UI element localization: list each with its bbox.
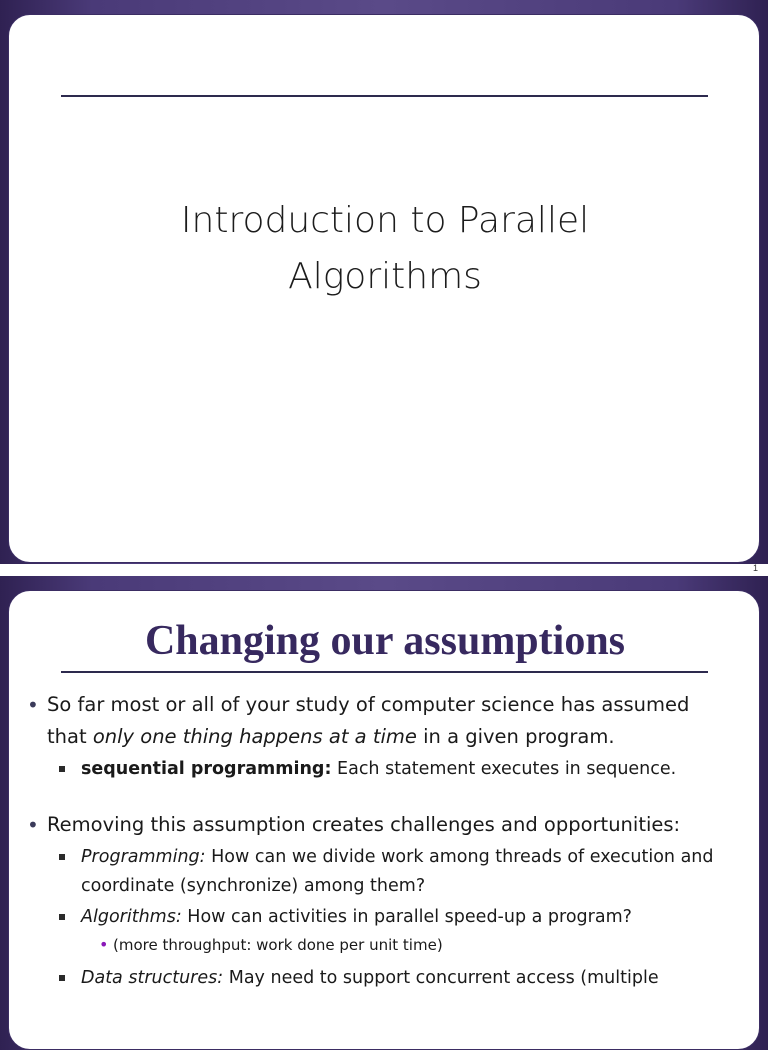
sub-sub-bullet-throughput [99,932,733,958]
bullet-2 [27,809,737,841]
bullet-2-line-1: Removing this assumption creates challenges and opportunities: [47,813,681,836]
slide-title [9,193,760,305]
content-slide [8,590,760,1050]
sub-bullet-term: sequential programming: [81,759,332,779]
slide-heading: Changing our assumptions [144,618,626,664]
sub-bullet-term: Algorithms: [81,907,182,927]
sub-bullet-data-structures [81,964,741,993]
bullet-1 [27,689,737,753]
sub-bullet-text: How can we divide work among threads of execution and coordinate (synchronize) among them? [81,847,714,896]
bullet-1-line-1: So far most or all of your study of computer science has assumed [47,693,690,716]
heading-rule [61,671,708,673]
sub-bullet-sequential [81,755,741,784]
purple-bullet-icon: • [99,935,109,954]
square-bullet-icon [59,854,65,860]
bullet-dot-icon: • [27,813,39,837]
sub-bullet-programming [81,843,741,901]
slide-title-line-2: Algorithms [288,256,482,297]
bullet-1-emphasis: only one thing happens at a time [92,725,417,748]
square-bullet-icon [59,914,65,920]
square-bullet-icon [59,975,65,981]
title-rule [61,95,708,97]
slide-title-line-1: Introduction to Parallel [180,200,590,241]
sub-bullet-term: Programming: [81,847,206,867]
slide-separator [0,564,768,576]
sub-bullet-text: Each statement executes in sequence. [331,759,677,779]
title-slide [8,14,760,563]
bullet-1-line-2-suffix: in a given program. [416,725,615,748]
slide-content [9,689,760,993]
bullet-1-line-2-prefix: that [47,725,93,748]
sub-bullet-text: How can activities in parallel speed-up a program? [181,907,632,927]
square-bullet-icon [59,766,65,772]
sub-bullet-text: May need to support concurrent access (multiple [223,968,659,988]
sub-bullet-term: Data structures: [81,968,224,988]
sub-bullet-algorithms [81,903,741,932]
page-number: 1 [753,563,759,573]
bullet-dot-icon: • [27,693,39,717]
sub-sub-bullet-text: (more throughput: work done per unit time) [113,936,443,954]
